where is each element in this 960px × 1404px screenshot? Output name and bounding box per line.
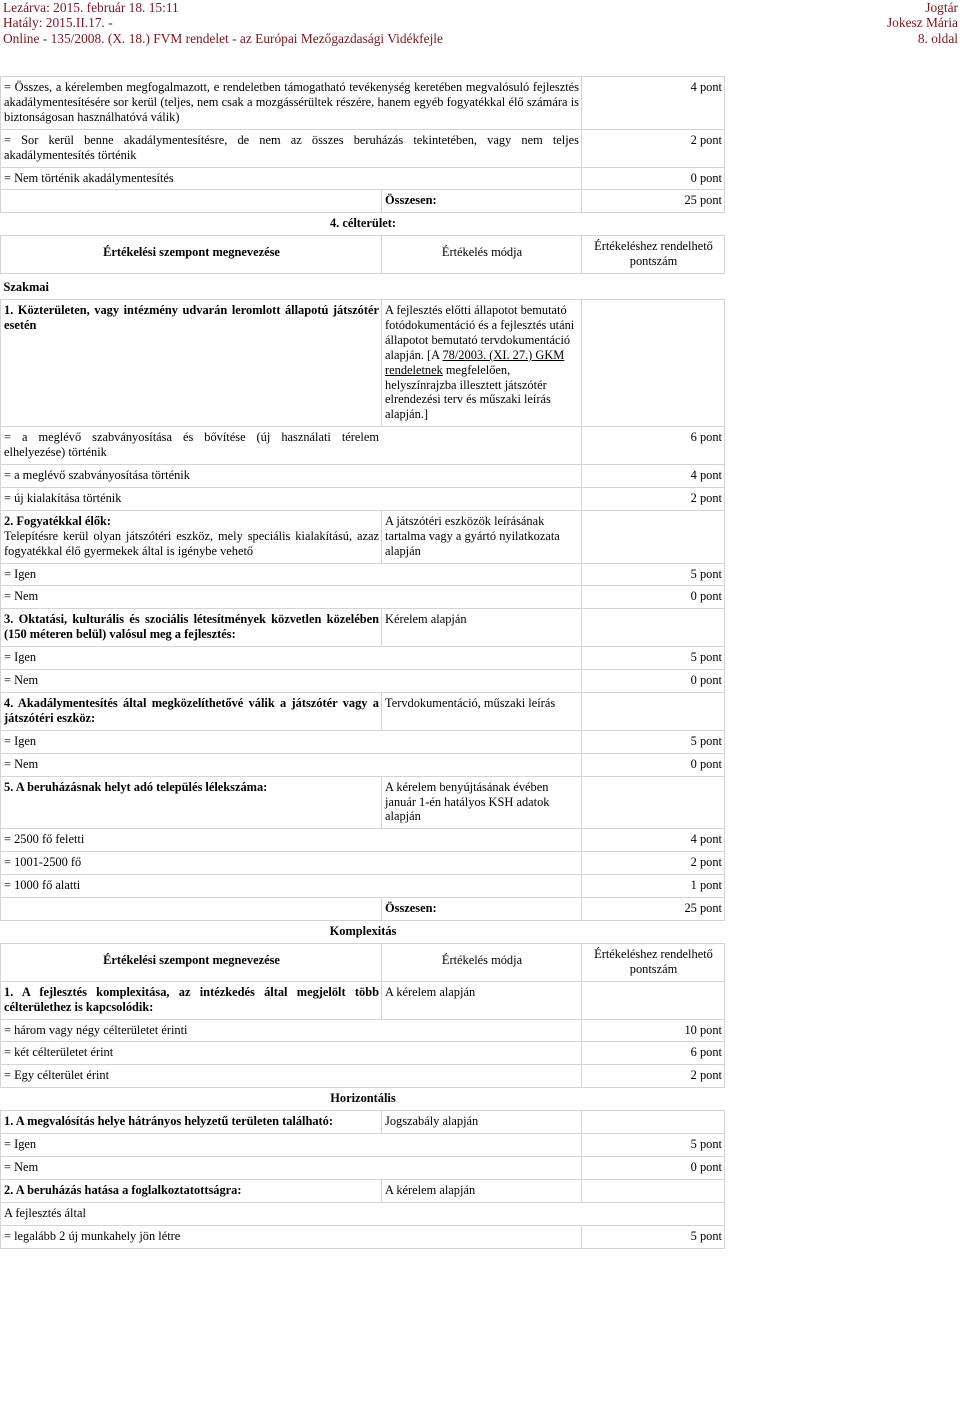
total-row: [1, 898, 725, 921]
criterion-method: A játszótéri eszközök leírásának tartalma vagy a gyártó nyilatkozata alapján: [382, 510, 582, 563]
criterion-row: [1, 981, 725, 1019]
table-row: [1, 647, 725, 670]
table-row: [1, 753, 725, 776]
table-row: [1, 586, 725, 609]
criterion-title: [1, 510, 382, 563]
option-points: 6 pont: [582, 1042, 725, 1065]
option-points: 5 pont: [582, 563, 725, 586]
option-text: = két célterületet érint: [1, 1042, 582, 1065]
table-row: [1, 1156, 725, 1179]
option-points: 0 pont: [582, 670, 725, 693]
column-header-name: Értékelési szempont megnevezése: [1, 236, 382, 274]
subsection-title: Szakmai: [3, 280, 49, 295]
empty-cell: [582, 609, 725, 647]
criterion-row: [1, 776, 725, 829]
section-title-row: [1, 1088, 725, 1111]
option-text: = Igen: [1, 647, 582, 670]
method-text: megfelelően, helyszínrajzba illesztett játszótér elrendezési terv és műszaki leírás alapján.]: [385, 362, 551, 422]
option-text: = Nem: [1, 586, 582, 609]
empty-cell: [582, 510, 725, 563]
criterion-method: A kérelem benyújtásának évében január 1-én hatályos KSH adatok alapján: [382, 776, 582, 829]
page-header: [0, 0, 960, 46]
criterion-title: 3. Oktatási, kulturális és szociális létesítmények közvetlen közelében (150 méteren belül) valósul meg a fejlesztés:: [1, 609, 382, 647]
option-text: = Sor kerül benne akadálymentesítésre, de nem az összes beruházás tekintetében, vagy nem teljes akadálymentesítés történik: [1, 129, 582, 167]
column-header-row: [1, 943, 725, 981]
section-title: Horizontális: [330, 1091, 396, 1106]
criterion-description: Telepítésre kerül olyan játszótéri eszköz, mely speciális kialakítású, azaz fogyatékkal élő gyermekek által is igénybe vehető: [4, 528, 379, 558]
criterion-row: [1, 1179, 725, 1202]
criterion-row: [1, 609, 725, 647]
table-row: [1, 1202, 725, 1225]
header-right: [887, 0, 958, 46]
column-header-points: Értékeléshez rendelhető pontszám: [582, 236, 725, 274]
column-header-method: Értékelés módja: [382, 943, 582, 981]
header-document-title: Online - 135/2008. (X. 18.) FVM rendelet - az Európai Mezőgazdasági Vidékfejle: [3, 30, 443, 46]
option-text: = Összes, a kérelemben megfogalmazott, e rendeletben támogatható tevékenység keretében megvalósuló fejlesztés akadálymentesítésére sor kerül (teljes, nem csak a mozgássérültek részére, hanem egyéb fogyatékkal élő számára is biztonságosan használhatóvá válik): [1, 77, 582, 130]
option-text: = három vagy négy célterületet érinti: [1, 1019, 582, 1042]
empty-cell: [582, 776, 725, 829]
table-row: [1, 875, 725, 898]
criterion-method: Jogszabály alapján: [382, 1111, 582, 1134]
header-source: Jogtár: [925, 0, 958, 15]
option-text: = Nem: [1, 670, 582, 693]
criterion-method: A kérelem alapján: [382, 1179, 582, 1202]
option-points: 0 pont: [582, 1156, 725, 1179]
option-points: 1 pont: [582, 875, 725, 898]
column-header-row: [1, 236, 725, 274]
option-text: = Egy célterület érint: [1, 1065, 582, 1088]
empty-cell: [582, 1111, 725, 1134]
option-points: 2 pont: [582, 1065, 725, 1088]
table-row: [1, 427, 725, 465]
total-row: [1, 190, 725, 213]
option-points: 5 pont: [582, 1134, 725, 1157]
table-row: [1, 465, 725, 488]
table-row: [1, 730, 725, 753]
table-row: [1, 487, 725, 510]
total-label: Összesen:: [382, 190, 582, 213]
section-title-row: [1, 213, 725, 236]
option-text: = a meglévő szabványosítása történik: [1, 465, 582, 488]
option-points: 4 pont: [582, 829, 725, 852]
empty-cell: [582, 1179, 725, 1202]
criterion-row: [1, 510, 725, 563]
regulation-link[interactable]: 78/2003. (XI. 27.) GKM rendeletnek: [385, 347, 565, 377]
table-row: [1, 129, 725, 167]
section-title-row: [1, 920, 725, 943]
table-row: [1, 1065, 725, 1088]
total-points: 25 pont: [582, 898, 725, 921]
option-points: 2 pont: [582, 487, 725, 510]
criterion-method: [382, 299, 582, 426]
section-title: 4. célterület:: [329, 216, 397, 231]
option-text: = a meglévő szabványosítása és bővítése (új használati térelem elhelyezése) történik: [1, 427, 582, 465]
option-points: 10 pont: [582, 1019, 725, 1042]
criterion-title: 1. A fejlesztés komplexitása, az intézkedés által megjelölt több célterülethez is kapcsolódik:: [1, 981, 382, 1019]
table-row: [1, 670, 725, 693]
option-text: = 1001-2500 fő: [1, 852, 582, 875]
criterion-title: 1. A megvalósítás helye hátrányos helyzetű területen található:: [1, 1111, 382, 1134]
criterion-title: 1. Közterületen, vagy intézmény udvarán leromlott állapotú játszótér esetén: [1, 299, 382, 426]
scoring-table: [0, 76, 725, 1249]
option-points: 2 pont: [582, 852, 725, 875]
option-points: 0 pont: [582, 167, 725, 190]
option-points: 5 pont: [582, 1225, 725, 1248]
option-points: 5 pont: [582, 647, 725, 670]
table-row: [1, 829, 725, 852]
criterion-row: [1, 693, 725, 731]
option-points: 0 pont: [582, 753, 725, 776]
option-text: = Nem: [1, 753, 582, 776]
table-row: [1, 563, 725, 586]
criterion-method: A kérelem alapján: [382, 981, 582, 1019]
table-row: [1, 1019, 725, 1042]
table-row: [1, 1225, 725, 1248]
empty-cell: [1, 898, 382, 921]
empty-cell: [582, 693, 725, 731]
subsection-text: A fejlesztés által: [1, 1202, 725, 1225]
header-left: [3, 0, 443, 46]
empty-cell: [582, 299, 725, 426]
table-row: [1, 1042, 725, 1065]
criterion-row: [1, 299, 725, 426]
criterion-title: 4. Akadálymentesítés által megközelíthetővé válik a játszótér vagy a játszótéri eszköz:: [1, 693, 382, 731]
criterion-title: 5. A beruházásnak helyt adó település lélekszáma:: [1, 776, 382, 829]
option-text: = új kialakítása történik: [1, 487, 582, 510]
header-page-number: 8. oldal: [917, 30, 958, 46]
header-user: Jokesz Mária: [886, 15, 958, 31]
option-points: 4 pont: [582, 465, 725, 488]
total-points: 25 pont: [582, 190, 725, 213]
criterion-row: [1, 1111, 725, 1134]
criterion-title: 2. A beruházás hatása a foglalkoztatottságra:: [1, 1179, 382, 1202]
table-row: [1, 852, 725, 875]
option-text: = Igen: [1, 563, 582, 586]
header-effective-date: Hatály: 2015.II.17. -: [3, 15, 113, 31]
criterion-method: Tervdokumentáció, műszaki leírás: [382, 693, 582, 731]
option-text: = Nem: [1, 1156, 582, 1179]
subsection-row: [1, 274, 725, 300]
total-label: Összesen:: [382, 898, 582, 921]
header-closed-date: Lezárva: 2015. február 18. 15:11: [3, 0, 179, 15]
option-text: = Igen: [1, 1134, 582, 1157]
option-points: 4 pont: [582, 77, 725, 130]
option-points: 5 pont: [582, 730, 725, 753]
criterion-method: Kérelem alapján: [382, 609, 582, 647]
table-row: [1, 1134, 725, 1157]
method-text: A fejlesztés előtti állapotot bemutató fotódokumentáció és a fejlesztés utáni állapotot bemutató tervdokumentáció alapján. [A: [385, 302, 575, 362]
section-title: Komplexitás: [329, 923, 397, 938]
option-points: 6 pont: [582, 427, 725, 465]
column-header-method: Értékelés módja: [382, 236, 582, 274]
option-text: = legalább 2 új munkahely jön létre: [1, 1225, 582, 1248]
option-points: 2 pont: [582, 129, 725, 167]
empty-cell: [1, 190, 382, 213]
table-row: [1, 167, 725, 190]
column-header-points: Értékeléshez rendelhető pontszám: [582, 943, 725, 981]
option-text: = 1000 fő alatti: [1, 875, 582, 898]
option-text: = 2500 fő feletti: [1, 829, 582, 852]
option-points: 0 pont: [582, 586, 725, 609]
empty-cell: [582, 981, 725, 1019]
option-text: = Igen: [1, 730, 582, 753]
column-header-name: Értékelési szempont megnevezése: [1, 943, 382, 981]
criterion-heading: 2. Fogyatékkal élők:: [4, 513, 112, 528]
table-row: [1, 77, 725, 130]
option-text: = Nem történik akadálymentesítés: [1, 167, 582, 190]
